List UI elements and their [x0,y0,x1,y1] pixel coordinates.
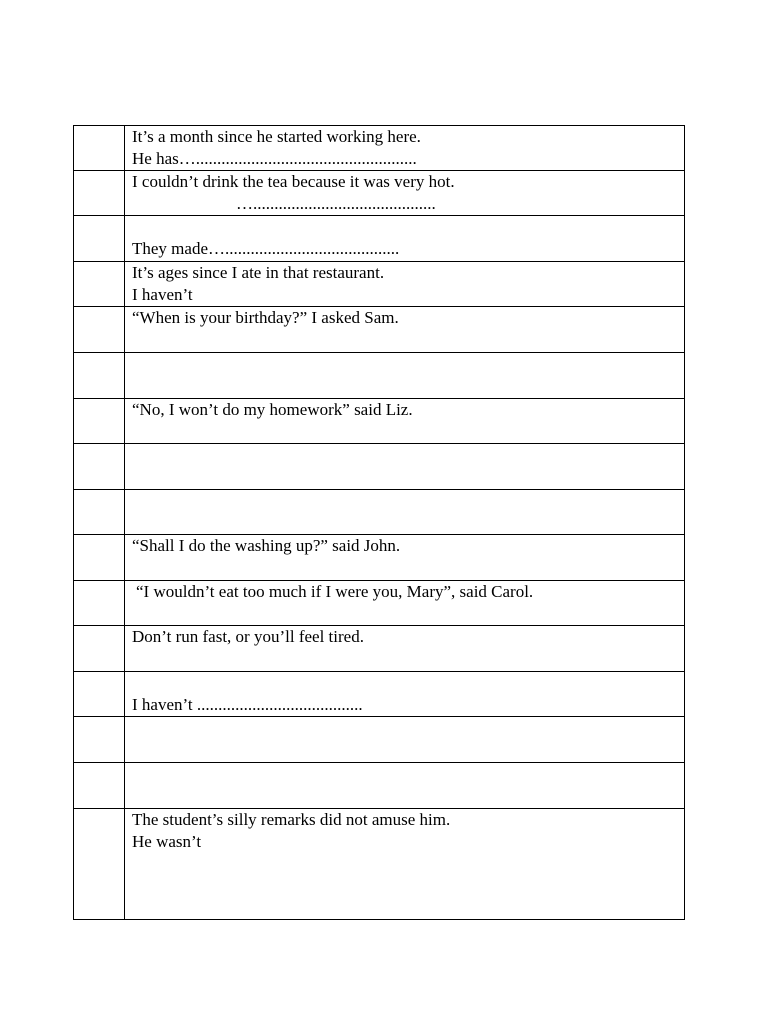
sentence-cell [125,626,685,672]
number-cell [74,444,125,490]
sentence-cell [125,126,685,171]
sentence-line: The student’s silly remarks did not amuse him. [132,810,451,829]
sentence-cell [125,216,685,262]
answer-line: They made…......................................... [132,239,400,258]
table-row [74,717,685,763]
number-cell [74,126,125,171]
number-cell [74,581,125,626]
sentence-cell [125,444,685,490]
sentence-line: “No, I won’t do my homework” said Liz. [132,400,413,419]
table-row [74,353,685,399]
table-row [74,535,685,581]
answer-line: He has….................................................... [132,149,417,168]
sentence-cell [125,809,685,920]
number-cell [74,216,125,262]
table-row [74,809,685,920]
sentence-line: I couldn’t drink the tea because it was very hot. [132,172,455,191]
sentence-cell [125,307,685,353]
sentence-line: “When is your birthday?” I asked Sam. [132,308,399,327]
number-cell [74,672,125,717]
sentence-cell [125,581,685,626]
number-cell [74,490,125,535]
table-row [74,626,685,672]
sentence-cell [125,353,685,399]
number-cell [74,763,125,809]
sentence-cell [125,763,685,809]
number-cell [74,535,125,581]
table-row [74,216,685,262]
sentence-line: It’s ages since I ate in that restaurant. [132,263,385,282]
table-row [74,307,685,353]
answer-line: I haven’t [132,285,193,304]
sentence-cell [125,717,685,763]
number-cell [74,171,125,216]
answer-line: …........................................... [236,194,436,213]
table-row [74,581,685,626]
table-row [74,490,685,535]
table-row [74,126,685,171]
sentence-line: “I wouldn’t eat too much if I were you, Mary”, said Carol. [136,582,534,601]
sentence-cell [125,535,685,581]
answer-line: He wasn’t [132,832,202,851]
number-cell [74,307,125,353]
sentence-cell [125,490,685,535]
number-cell [74,353,125,399]
sentence-cell [125,262,685,307]
sentence-line: “Shall I do the washing up?” said John. [132,536,401,555]
sentence-cell [125,399,685,444]
sentence-line: It’s a month since he started working here. [132,127,421,146]
table-row [74,171,685,216]
number-cell [74,399,125,444]
table-row [74,672,685,717]
number-cell [74,626,125,672]
table-row [74,444,685,490]
exercise-table [73,125,685,920]
table-row [74,763,685,809]
sentence-line: Don’t run fast, or you’ll feel tired. [132,627,364,646]
number-cell [74,809,125,920]
sentence-cell [125,672,685,717]
table-row [74,399,685,444]
number-cell [74,262,125,307]
number-cell [74,717,125,763]
table-row [74,262,685,307]
sentence-cell [125,171,685,216]
answer-line: I haven’t ....................................... [132,695,363,714]
